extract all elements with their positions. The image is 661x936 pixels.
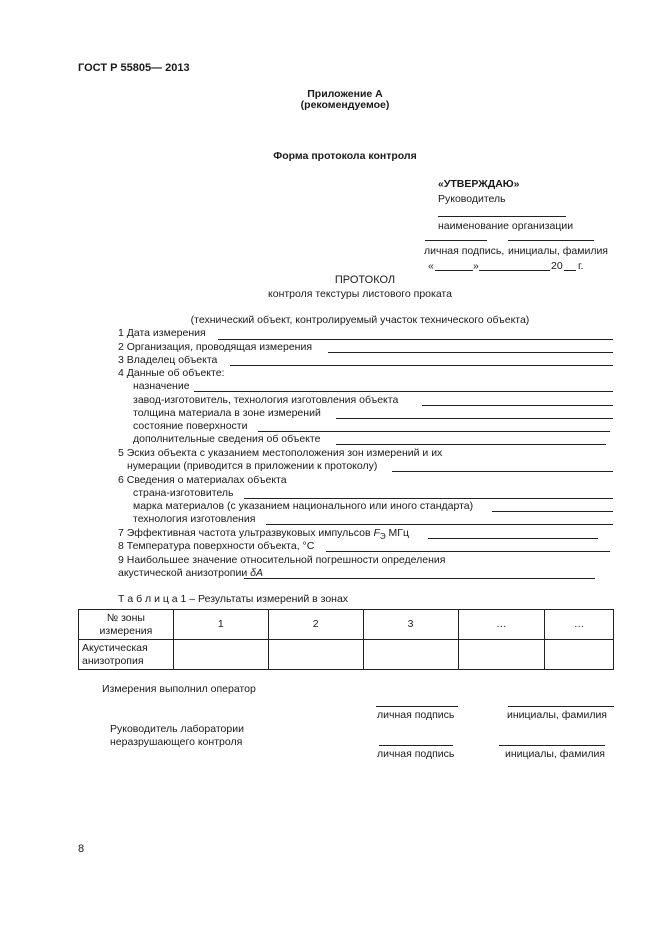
date-year-prefix: 20 — [551, 260, 563, 272]
header-zone-ellipsis-2: … — [545, 610, 614, 640]
cell-zone-2[interactable] — [268, 640, 363, 670]
item-4b-label: завод-изготовитель, технология изготовления объекта — [133, 394, 399, 406]
item-1-label: 1 Дата измерения — [118, 327, 206, 339]
item-4-label: 4 Данные об объекте: — [118, 367, 225, 379]
cell-zone-1[interactable] — [173, 640, 268, 670]
item-7-label: 7 Эффективная частота ультразвуковых импульсов $F_Э$ МГц — [118, 527, 409, 542]
item-9-label: 9 Наибольшее значение относительной погрешности определения — [118, 554, 446, 566]
head-name-caption: инициалы, фамилия — [505, 748, 605, 760]
approval-signature-line[interactable] — [425, 240, 487, 241]
row-label-anisotropy: Акустическая анизотропия — [79, 640, 174, 670]
org-name-line[interactable] — [438, 216, 566, 217]
header-zone-ellipsis-1: … — [458, 610, 545, 640]
approval-title: «УТВЕРЖДАЮ» — [438, 178, 520, 190]
protocol-subtitle: контроля текстуры листового проката — [268, 288, 452, 300]
header-zone-2: 2 — [268, 610, 363, 640]
date-year-line[interactable] — [564, 270, 576, 271]
date-year-suffix: г. — [578, 260, 584, 272]
table-row — [79, 640, 614, 670]
item-6c-label: технология изготовления — [133, 513, 256, 525]
operator-signature-line[interactable] — [376, 706, 458, 707]
item-6a-label: страна-изготовитель — [133, 487, 234, 499]
item-6b-field[interactable] — [492, 511, 613, 512]
date-month-line[interactable] — [479, 270, 550, 271]
item-4a-label: назначение — [133, 380, 190, 392]
approval-role: Руководитель — [438, 193, 506, 205]
item-1-field[interactable] — [218, 339, 613, 340]
item-6c-field[interactable] — [266, 524, 613, 525]
approval-name-caption: инициалы, фамилия — [508, 245, 608, 257]
appendix-title: Приложение А — [307, 88, 383, 100]
item-4e-field[interactable] — [336, 444, 606, 445]
org-caption: наименование организации — [438, 220, 574, 232]
item-5-label: 5 Эскиз объекта с указанием местоположения зон измерений и их — [118, 447, 443, 459]
item-4b-field[interactable] — [422, 405, 613, 406]
item-9-continuation: акустической анизотропии δA — [118, 567, 263, 579]
item-6-label: 6 Сведения о материалах объекта — [118, 474, 287, 486]
item-5-field[interactable] — [392, 471, 613, 472]
table-header-row — [79, 610, 614, 640]
header-zone-3: 3 — [363, 610, 458, 640]
operator-name-caption: инициалы, фамилия — [507, 709, 607, 721]
page-number: 8 — [78, 843, 85, 855]
head-signature-caption: личная подпись — [377, 748, 455, 760]
date-open-quote: « — [428, 260, 434, 272]
item-3-label: 3 Владелец объекта — [118, 354, 218, 366]
item-2-field[interactable] — [328, 352, 613, 353]
object-caption: (технический объект, контролируемый участок технического объекта) — [190, 314, 530, 326]
form-title: Форма протокола контроля — [273, 150, 417, 162]
cell-zone-ellipsis-1[interactable] — [458, 640, 545, 670]
operator-signature-caption: личная подпись — [377, 709, 455, 721]
item-3-field[interactable] — [230, 365, 613, 366]
item-4d-field[interactable] — [258, 431, 610, 432]
head-signature-line[interactable] — [379, 745, 453, 746]
item-4c-label: толщина материала в зоне измерений — [133, 407, 321, 419]
table-caption: Т а б л и ц а 1 – Результаты измерений в зонах — [118, 593, 349, 605]
item-8-label: 8 Температура поверхности объекта, °С — [118, 540, 315, 552]
appendix-subtitle: (рекомендуемое) — [300, 99, 390, 111]
item-4c-field[interactable] — [336, 418, 613, 419]
item-5-continuation: нумерации (приводится в приложении к протоколу) — [127, 460, 378, 472]
item-8-field[interactable] — [326, 551, 610, 552]
approval-name-line[interactable] — [508, 240, 594, 241]
item-7-field[interactable] — [428, 538, 598, 539]
header-zone-1: 1 — [173, 610, 268, 640]
head-lab-line1: Руководитель лаборатории — [110, 723, 244, 735]
approval-signature-caption: личная подпись, — [424, 245, 505, 257]
protocol-title: ПРОТОКОЛ — [334, 274, 396, 286]
date-day-line[interactable] — [435, 270, 473, 271]
item-4e-label: дополнительные сведения об объекте — [133, 433, 321, 445]
operator-label: Измерения выполнил оператор — [102, 683, 256, 695]
item-2-label: 2 Организация, проводящая измерения — [118, 341, 313, 353]
head-lab-line2: неразрушающего контроля — [110, 736, 243, 748]
item-6a-field[interactable] — [244, 498, 613, 499]
date-close-quote: » — [473, 260, 479, 272]
results-table — [78, 609, 614, 670]
item-4a-field[interactable] — [194, 391, 613, 392]
cell-zone-ellipsis-2[interactable] — [545, 640, 614, 670]
operator-name-line[interactable] — [508, 706, 614, 707]
item-6b-label: марка материалов (с указанием национального или иного стандарта) — [133, 500, 474, 512]
standard-header: ГОСТ Р 55805— 2013 — [78, 62, 190, 74]
item-4d-label: состояние поверхности — [133, 420, 248, 432]
item-9-field[interactable] — [244, 578, 595, 579]
head-name-line[interactable] — [499, 745, 605, 746]
header-zone-number: № зоны измерения — [79, 610, 174, 640]
cell-zone-3[interactable] — [363, 640, 458, 670]
